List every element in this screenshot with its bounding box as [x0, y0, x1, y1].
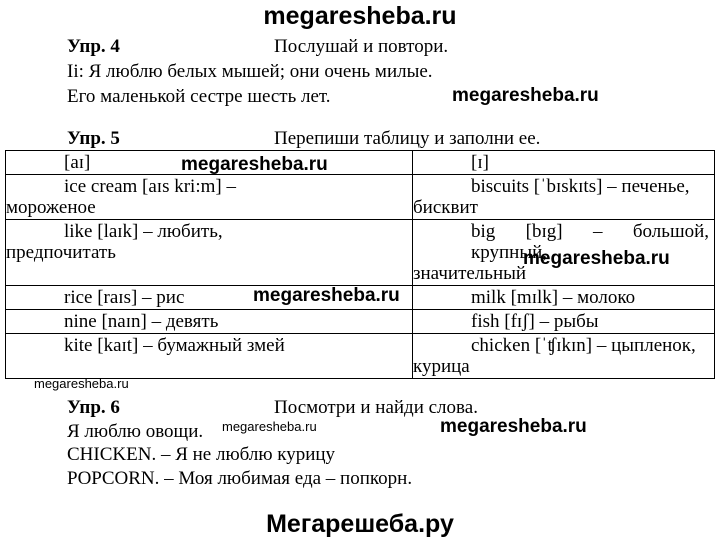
- table-cell-left: [6, 220, 413, 286]
- cell-text-cont: мороженое: [6, 197, 96, 218]
- table-cell-right: fish [fɪʃ] – рыбы: [413, 310, 715, 334]
- cell-text: big [bɪg] – большой, крупный,: [471, 221, 709, 263]
- watermark-table-1: megaresheba.ru: [181, 154, 328, 175]
- ex5-header: [67, 128, 707, 150]
- table-head-left: [aɪ]: [6, 151, 413, 175]
- cell-text: like [laɪk] – любить,: [64, 221, 223, 242]
- watermark-small-left: megaresheba.ru: [34, 376, 129, 391]
- ex4-label: Упр. 4: [67, 36, 120, 57]
- ex6-line2: CHICKEN. – Я не люблю курицу: [67, 444, 336, 465]
- cell-text-cont: курица: [413, 356, 470, 377]
- table-row: [6, 310, 715, 334]
- table-cell-right: [413, 175, 715, 220]
- ex4-header: [67, 36, 707, 58]
- cell-text-cont: значительный: [413, 263, 527, 284]
- watermark-table-2: megaresheba.ru: [523, 248, 670, 269]
- table-cell-right: milk [mɪlk] – молоко: [413, 286, 715, 310]
- cell-text: biscuits [ˈbɪskɪts] – печенье,: [471, 176, 690, 197]
- table-cell-left: rice [raɪs] – рис: [6, 286, 413, 310]
- watermark-mid-right-1: megaresheba.ru: [452, 85, 599, 106]
- ex4-line2: Его маленькой сестре шесть лет.: [67, 86, 331, 107]
- ex6-instruction: Посмотри и найди слова.: [274, 397, 478, 418]
- ex4-instruction: Послушай и повтори.: [274, 36, 449, 57]
- table-row: [6, 175, 715, 220]
- watermark-top: megaresheba.ru: [263, 2, 457, 30]
- cell-text-cont: предпочитать: [6, 242, 116, 263]
- ex6-line3: POPCORN. – Моя любимая еда – попкорн.: [67, 468, 413, 489]
- ex6-line1: Я люблю овощи.: [67, 421, 204, 442]
- ex5-instruction: Перепиши таблицу и заполни ее.: [274, 128, 541, 149]
- cell-text: chicken [ˈʧɪkɪn] – цыпленок,: [471, 335, 696, 356]
- watermark-bottom: Мегарешеба.ру: [266, 510, 454, 538]
- table-head-right: [ɪ]: [413, 151, 715, 175]
- watermark-small-inline: megaresheba.ru: [222, 419, 317, 434]
- table-cell-right: [413, 334, 715, 379]
- watermark-table-3: megaresheba.ru: [253, 285, 400, 306]
- cell-text: ice cream [aɪs kri:m] –: [64, 176, 236, 197]
- table-cell-left: kite [kaɪt] – бумажный змей: [6, 334, 413, 379]
- ex6-label: Упр. 6: [67, 397, 120, 418]
- ex6-header: [67, 397, 707, 419]
- table-cell-left: [6, 175, 413, 220]
- table-row: [6, 334, 715, 379]
- cell-text-cont: бисквит: [413, 197, 478, 218]
- ex5-label: Упр. 5: [67, 128, 120, 149]
- ex4-line1: Ii: Я люблю белых мышей; они очень милые.: [67, 61, 433, 82]
- table-cell-left: nine [naɪn] – девять: [6, 310, 413, 334]
- table-header-row: [6, 151, 715, 175]
- watermark-mid-right-2: megaresheba.ru: [440, 416, 587, 437]
